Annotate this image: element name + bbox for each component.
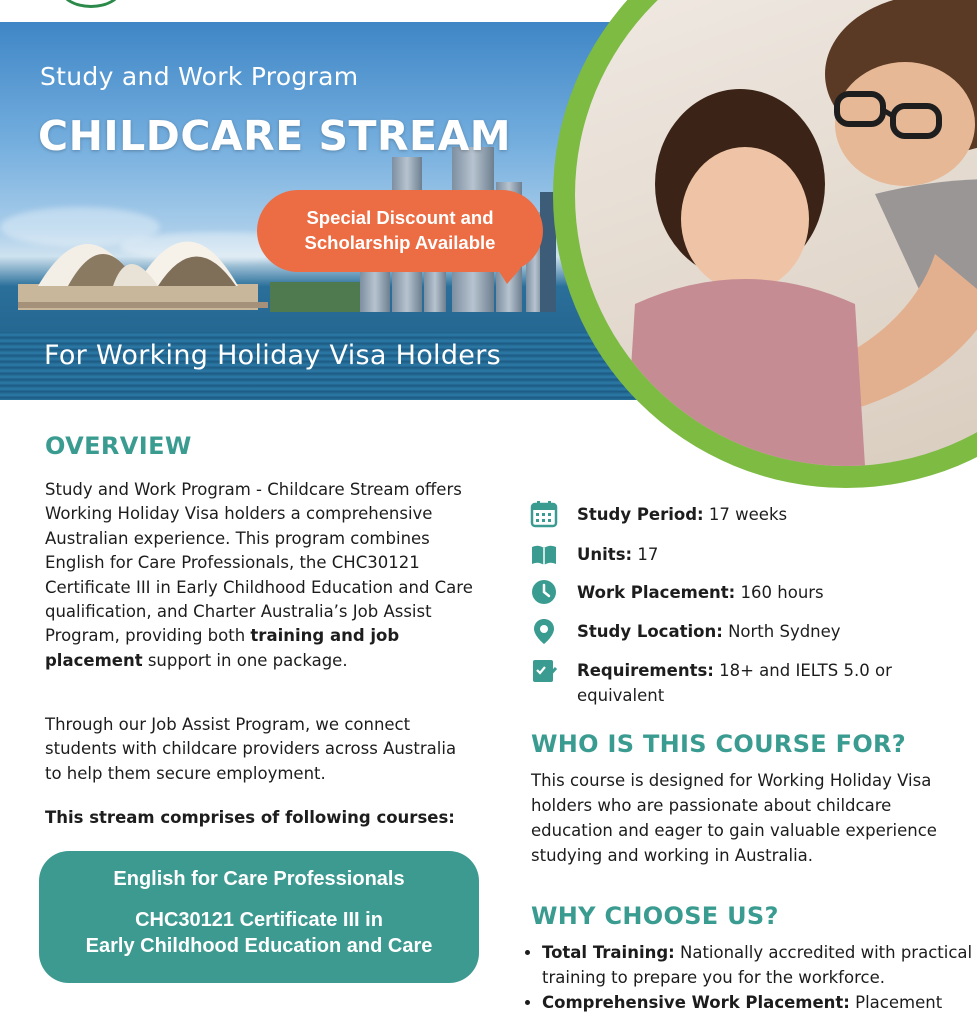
discount-line1: Special Discount and [306, 207, 494, 228]
speech-bubble-tail [497, 268, 521, 284]
why-heading: WHY CHOOSE US? [531, 902, 779, 930]
courses-intro: This stream comprises of following courses: [45, 808, 455, 827]
overview-text: Study and Work Program - Childcare Stream offers Working Holiday Visa holders a comprehensive Australian experience. This program combines English for Care Professionals, the CHC30121 Certificate III in Early Childhood Education and Care qualification, and Charter Australia’s Job Assist Program, providing both [45, 480, 473, 646]
fact-label: Study Period: [577, 505, 704, 524]
book-icon [530, 540, 558, 568]
hero-subtitle: Study and Work Program [40, 62, 359, 91]
calendar-icon [530, 500, 558, 528]
course-english: English for Care Professionals [113, 868, 405, 890]
course-certificate-line1: CHC30121 Certificate III in [135, 909, 383, 931]
discount-bubble [257, 190, 543, 272]
location-pin-icon [530, 617, 558, 645]
why-item-text: Placement [849, 993, 943, 1012]
who-paragraph: This course is designed for Working Holiday Visa holders who are passionate about childcare education and eager to gain valuable experience studying and working in Australia. [531, 771, 937, 865]
why-item-label: Total Training: [542, 943, 675, 962]
clock-icon [530, 578, 558, 606]
logo-fragment [60, 0, 122, 8]
course-certificate [39, 907, 479, 959]
fact-value: 17 [632, 545, 659, 564]
fact-label: Work Placement: [577, 583, 736, 602]
fact-value: 17 weeks [703, 505, 788, 524]
who-heading: WHO IS THIS COURSE FOR? [531, 730, 907, 758]
hero-title: CHILDCARE STREAM [38, 112, 512, 160]
courses-box [39, 851, 479, 983]
overview-heading: OVERVIEW [45, 432, 192, 460]
opera-house-illustration [18, 202, 278, 312]
hero-footer: For Working Holiday Visa Holders [44, 340, 501, 371]
fact-value: 18+ and IELTS 5.0 or equivalent [577, 661, 892, 705]
overview-highlight: training and job placement [45, 626, 400, 670]
fact-label: Requirements: [577, 661, 714, 680]
fact-label: Units: [577, 545, 633, 564]
why-list [520, 940, 977, 1015]
why-item-text: Nationally accredited with practical training to prepare you for the workforce. [542, 943, 973, 987]
course-certificate-line2: Early Childhood Education and Care [85, 935, 433, 957]
checklist-icon [530, 656, 558, 684]
job-assist-paragraph: Through our Job Assist Program, we connect students with childcare providers across Australia to help them secure employment. [45, 715, 457, 783]
list-item [542, 940, 977, 990]
fact-value: North Sydney [722, 622, 841, 641]
overview-text-end: support in one package. [142, 650, 348, 670]
discount-line2: Scholarship Available [304, 232, 496, 253]
fact-value: 160 hours [735, 583, 824, 602]
list-item [542, 990, 977, 1015]
overview-paragraph [45, 478, 475, 673]
why-item-label: Comprehensive Work Placement: [542, 993, 850, 1012]
fact-label: Study Location: [577, 622, 723, 641]
